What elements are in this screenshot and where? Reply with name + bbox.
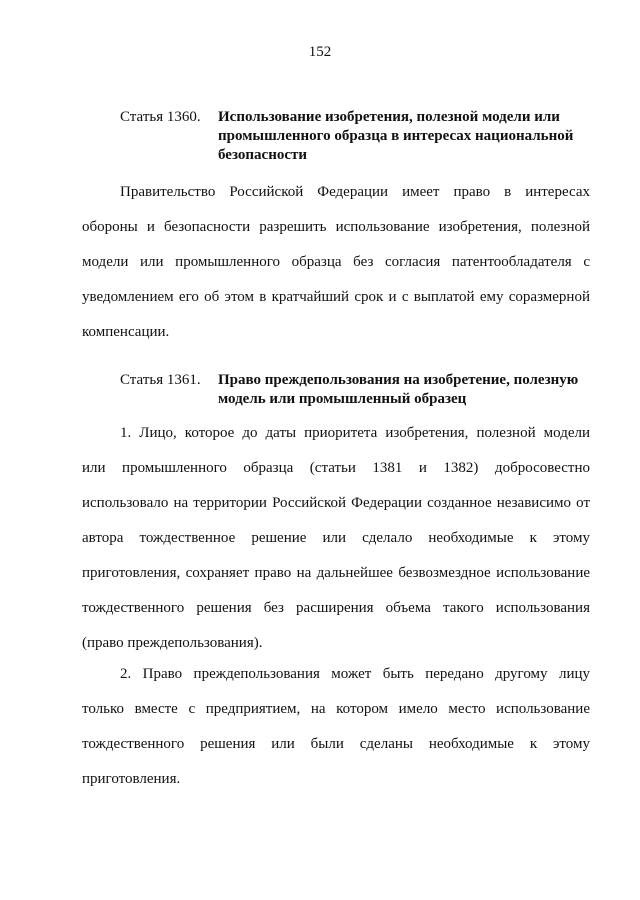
paragraph-line: тождественного решения без расширения объема такого использования	[82, 600, 590, 616]
paragraph-line: Правительство Российской Федерации имеет право в интересах	[120, 184, 590, 200]
paragraph-line: (право преждепользования).	[82, 635, 263, 651]
paragraph-line: автора тождественное решение или сделало необходимые к этому	[82, 530, 590, 546]
article-title-line: безопасности	[218, 147, 308, 163]
paragraph-line: модели или промышленного образца без согласия патентообладателя с	[82, 254, 590, 270]
paragraph-line: 2. Право преждепользования может быть передано другому лицу	[120, 666, 590, 682]
paragraph-line: тождественного решения или были сделаны необходимые к этому	[82, 736, 590, 752]
article-1361-paragraph-2	[82, 657, 590, 797]
paragraph-line: использовало на территории Российской Федерации созданное независимо от	[82, 495, 590, 511]
paragraph-line: приготовления.	[82, 771, 181, 787]
article-label: Статья 1361.	[120, 372, 201, 388]
paragraph-line: приготовления, сохраняет право на дальнейшее безвозмездное использование	[82, 565, 590, 581]
paragraph-line: 1. Лицо, которое до даты приоритета изобретения, полезной модели	[120, 425, 590, 441]
article-1361-heading	[120, 371, 590, 409]
article-title	[218, 108, 590, 165]
article-1360-paragraph-1	[82, 175, 590, 350]
article-1360-heading	[120, 108, 590, 165]
article-title	[218, 371, 590, 409]
page-number: 152	[308, 44, 332, 60]
article-title-line: модель или промышленный образец	[218, 391, 467, 407]
paragraph-line: или промышленного образца (статьи 1381 и 1382) добросовестно	[82, 460, 590, 476]
article-label: Статья 1360.	[120, 109, 201, 125]
article-title-line: Использование изобретения, полезной модели или	[218, 109, 560, 125]
paragraph-line: только вместе с предприятием, на котором имело место использование	[82, 701, 590, 717]
article-title-line: Право преждепользования на изобретение, полезную	[218, 372, 579, 388]
article-1361-paragraph-1	[82, 416, 590, 661]
paragraph-line: компенсации.	[82, 324, 170, 340]
article-title-line: промышленного образца в интересах национальной	[218, 128, 574, 144]
paragraph-line: обороны и безопасности разрешить использование изобретения, полезной	[82, 219, 590, 235]
paragraph-line: уведомлением его об этом в кратчайший срок и с выплатой ему соразмерной	[82, 289, 590, 305]
